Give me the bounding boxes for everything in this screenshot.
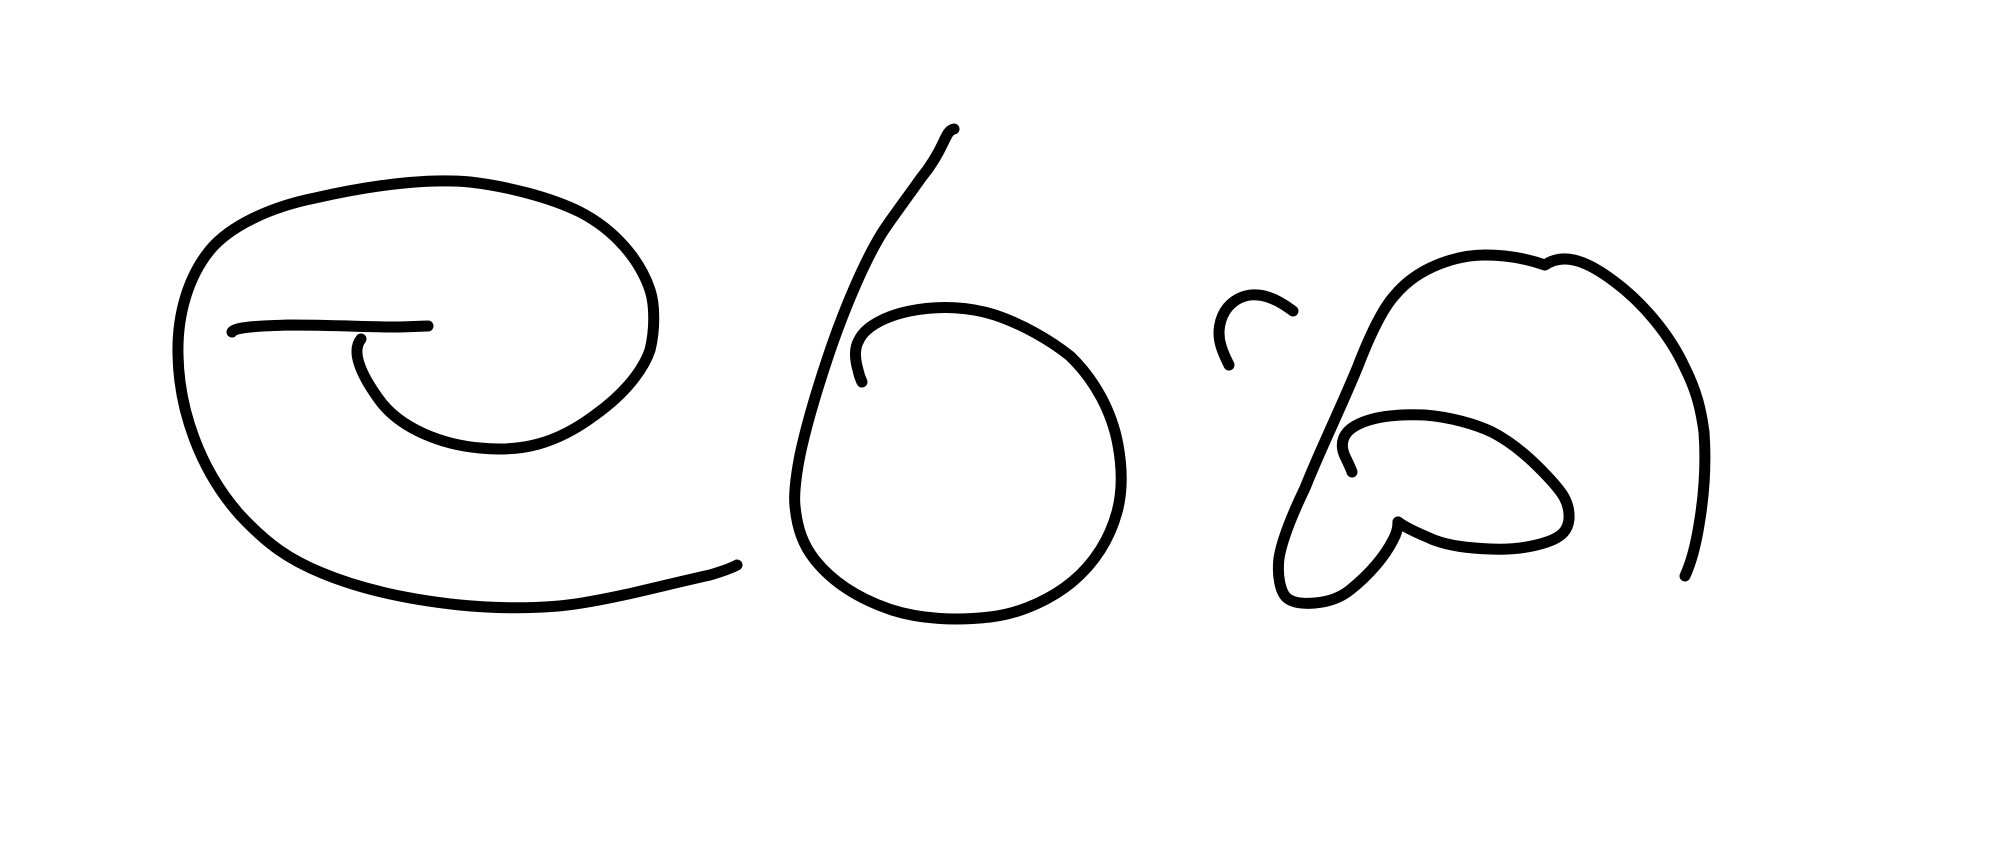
- glyph-4-stroke-2: [1342, 415, 1569, 549]
- glyph-1-stroke-1: [232, 325, 428, 332]
- glyph-2: [795, 129, 1122, 619]
- glyph-2-stroke-1: [795, 129, 1122, 619]
- glyph-1: [178, 181, 737, 608]
- glyph-4: [1278, 255, 1705, 603]
- glyph-3: [1219, 295, 1293, 365]
- glyph-1-stroke-2: [178, 181, 737, 608]
- glyph-3-stroke-1: [1219, 295, 1293, 365]
